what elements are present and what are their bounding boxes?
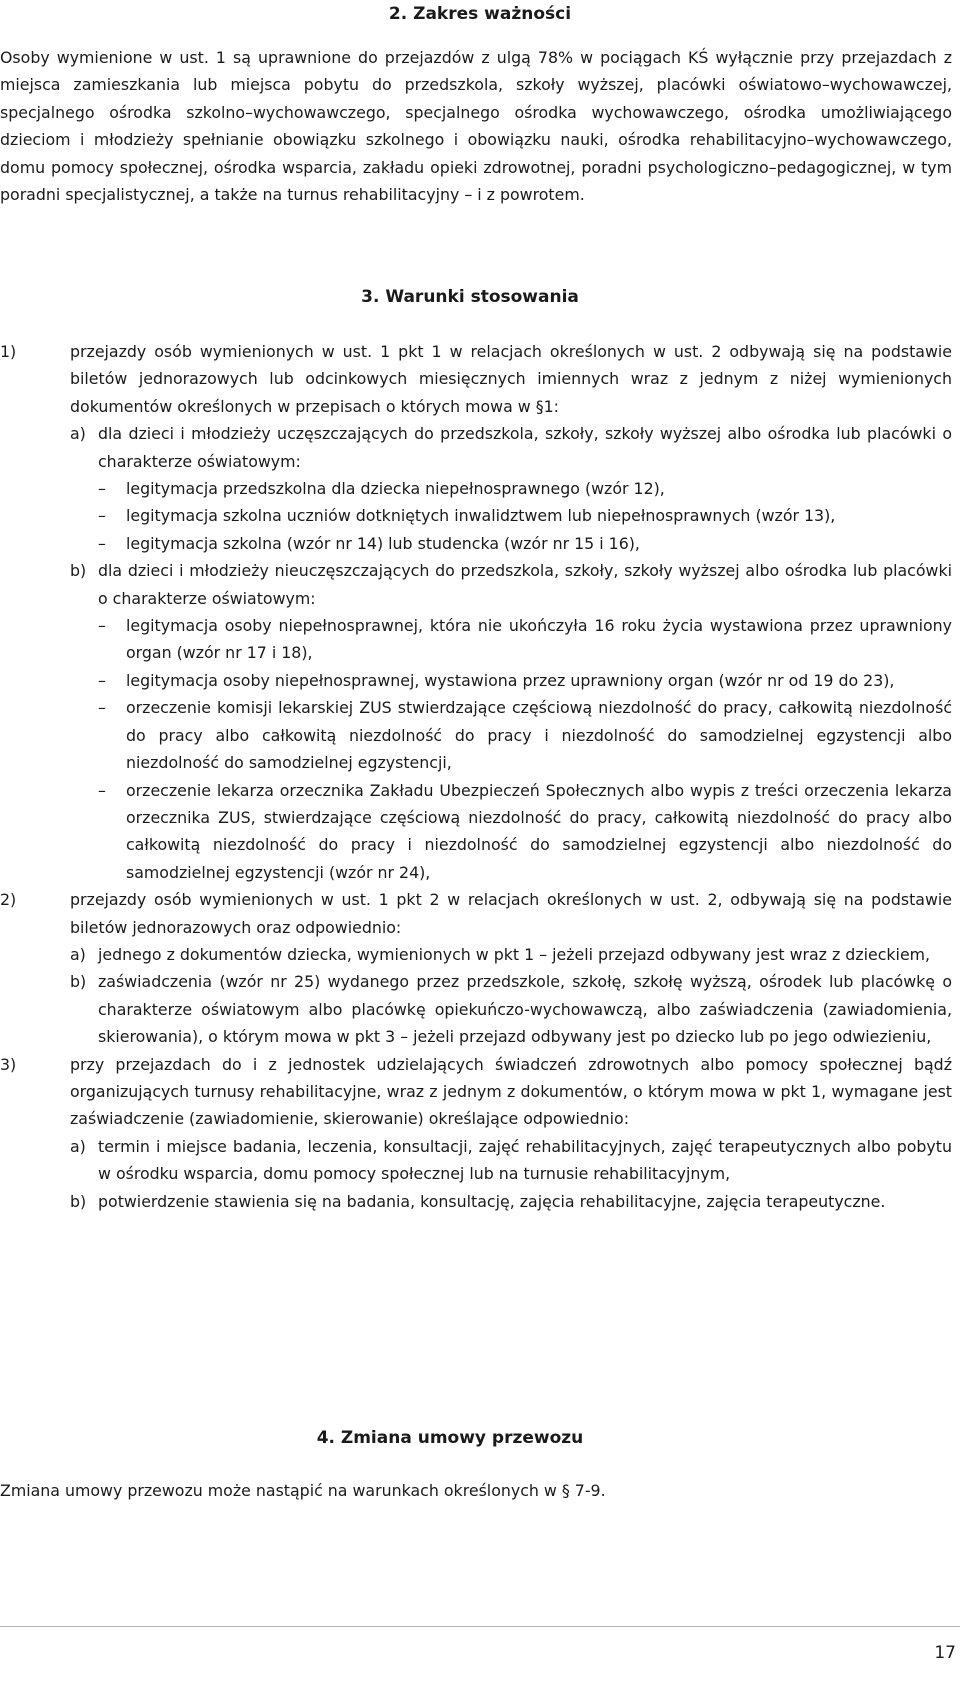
section-3-heading: 3. Warunki stosowania bbox=[361, 287, 579, 307]
dash-bullet: – bbox=[98, 479, 106, 499]
condition-subitem bbox=[70, 1188, 952, 1215]
document-list-entry bbox=[70, 475, 952, 502]
condition-item bbox=[0, 886, 952, 1050]
document-list-entry-text: legitymacja przedszkolna dla dziecka niepełnosprawnego (wzór 12), bbox=[126, 479, 665, 499]
document-list-entry bbox=[70, 530, 952, 557]
subitem-letter: b) bbox=[70, 972, 87, 992]
condition-subitem bbox=[70, 1133, 952, 1188]
dash-bullet: – bbox=[98, 780, 106, 800]
document-list-entry bbox=[70, 612, 952, 667]
dash-bullet: – bbox=[98, 698, 106, 718]
subitem-text: dla dzieci i młodzieży nieuczęszczających do przedszkola, szkoły, szkoły wyższej albo ośrodka lub placówki o charakterze oświatowym: bbox=[98, 561, 952, 608]
section-4-heading: 4. Zmiana umowy przewozu bbox=[316, 1428, 584, 1448]
document-list-entry bbox=[70, 667, 952, 694]
section-4-paragraph: Zmiana umowy przewozu może nastąpić na warunkach określonych w § 7-9. bbox=[0, 1481, 606, 1500]
document-list-entry-text: orzeczenie lekarza orzecznika Zakładu Ubezpieczeń Społecznych albo wypis z treści orzeczenia lekarza orzecznika ZUS, stwierdzające częściową niezdolność do pracy, całkowitą niezdolność do pracy albo całkowitą niezdolność do pracy i niezdolność do samodzielnej egzystencji albo niezdolność do samodzielnej egzystencji (wzór nr 24), bbox=[126, 780, 952, 882]
conditions-list bbox=[0, 338, 952, 1215]
subitem-letter: a) bbox=[70, 944, 86, 964]
subitem-letter: b) bbox=[70, 1191, 87, 1211]
footer-divider bbox=[0, 1626, 960, 1627]
condition-text: przejazdy osób wymienionych w ust. 1 pkt 1 w relacjach określonych w ust. 2 odbywają się na podstawie biletów jednorazowych lub odcinkowych miesięcznych imiennych wraz z jednym z niżej wymienionych dokumentów określonych w przepisach o których mowa w §1: bbox=[70, 342, 952, 416]
dash-bullet: – bbox=[98, 670, 106, 690]
page-number: 17 bbox=[934, 1643, 956, 1663]
subitem-letter: a) bbox=[70, 424, 86, 444]
condition-number: 3) bbox=[0, 1054, 17, 1074]
condition-text: przejazdy osób wymienionych w ust. 1 pkt 2 w relacjach określonych w ust. 2, odbywają się na podstawie biletów jednorazowych oraz odpowiednio: bbox=[70, 890, 952, 937]
document-list-entry-text: legitymacja szkolna (wzór nr 14) lub studencka (wzór nr 15 i 16), bbox=[126, 533, 640, 553]
document-list-entry-text: legitymacja osoby niepełnosprawnej, która nie ukończyła 16 roku życia wystawiona przez uprawniony organ (wzór nr 17 i 18), bbox=[126, 616, 952, 663]
condition-subitem bbox=[70, 420, 952, 557]
subitem-text: dla dzieci i młodzieży uczęszczających do przedszkola, szkoły, szkoły wyższej albo ośrodka lub placówki o charakterze oświatowym: bbox=[98, 424, 952, 471]
condition-item bbox=[0, 1051, 952, 1215]
subitem-text: jednego z dokumentów dziecka, wymienionych w pkt 1 – jeżeli przejazd odbywany jest wraz z dzieckiem, bbox=[98, 944, 931, 964]
condition-number: 1) bbox=[0, 342, 17, 361]
document-list-entry bbox=[70, 694, 952, 776]
section-2-paragraph: Osoby wymienione w ust. 1 są uprawnione do przejazdów z ulgą 78% w pociągach KŚ wyłącznie przy przejazdach z miejsca zamieszkania lub miejsca pobytu do przedszkola, szkoły wyższej, placówki oświatowo–wychowawczej, specjalnego ośrodka szkolno–wychowawczego, specjalnego ośrodka wychowawczego, ośrodka umożliwiającego dzieciom i młodzieży spełnianie obowiązku szkolnego i obowiązku nauki, ośrodka rehabilitacyjno–wychowawczego, domu pomocy społecznej, ośrodka wsparcia, zakładu opieki zdrowotnej, poradni psychologiczno–pedagogicznej, w tym poradni specjalistycznej, a także na turnus rehabilitacyjny – i z powrotem. bbox=[0, 48, 952, 205]
condition-text: przy przejazdach do i z jednostek udzielających świadczeń zdrowotnych albo pomocy społecznej bądź organizujących turnusy rehabilitacyjne, wraz z jednym z dokumentów, o którym mowa w pkt 1, wymagane jest zaświadczenie (zawiadomienie, skierowanie) określające odpowiednio: bbox=[70, 1054, 952, 1129]
dash-bullet: – bbox=[98, 616, 106, 636]
subitem-letter: a) bbox=[70, 1136, 86, 1156]
subitem-text: termin i miejsce badania, leczenia, konsultacji, zajęć rehabilitacyjnych, zajęć terapeutycznych albo pobytu w ośrodku wsparcia, domu pomocy społecznej lub na turnusie rehabilitacyjnym, bbox=[98, 1136, 952, 1184]
condition-subitem bbox=[70, 557, 952, 886]
document-list-entry-text: orzeczenie komisji lekarskiej ZUS stwierdzające częściową niezdolność do pracy, całkowitą niezdolność do pracy albo całkowitą niezdolność do pracy i niezdolność do samodzielnej egzystencji albo niezdolność do samodzielnej egzystencji, bbox=[126, 698, 952, 773]
section-2-heading: 2. Zakres ważności bbox=[388, 4, 572, 24]
dash-bullet: – bbox=[98, 533, 106, 553]
dash-bullet: – bbox=[98, 506, 106, 526]
condition-subitem bbox=[70, 968, 952, 1050]
condition-number: 2) bbox=[0, 890, 17, 910]
document-list-entry bbox=[70, 502, 952, 529]
document-list-entry-text: legitymacja szkolna uczniów dotkniętych inwalidztwem lub niepełnosprawnych (wzór 13), bbox=[126, 506, 836, 526]
subitem-letter: b) bbox=[70, 561, 87, 581]
condition-subitem bbox=[70, 941, 952, 968]
document-list-entry-text: legitymacja osoby niepełnosprawnej, wystawiona przez uprawniony organ (wzór nr od 19 do 23), bbox=[126, 670, 895, 690]
condition-item bbox=[0, 338, 952, 886]
subitem-text: potwierdzenie stawienia się na badania, konsultację, zajęcia rehabilitacyjne, zajęcia terapeutyczne. bbox=[98, 1191, 886, 1211]
subitem-text: zaświadczenia (wzór nr 25) wydanego przez przedszkole, szkołę, szkołę wyższą, ośrodek lub placówkę o charakterze oświatowym albo placówkę opiekuńczo-wychowawczą, albo zaświadczenia (zawiadomienia, skierowania), o którym mowa w pkt 3 – jeżeli przejazd odbywany jest po dziecko lub po jego odwiezieniu, bbox=[98, 972, 952, 1047]
document-list-entry bbox=[70, 777, 952, 887]
